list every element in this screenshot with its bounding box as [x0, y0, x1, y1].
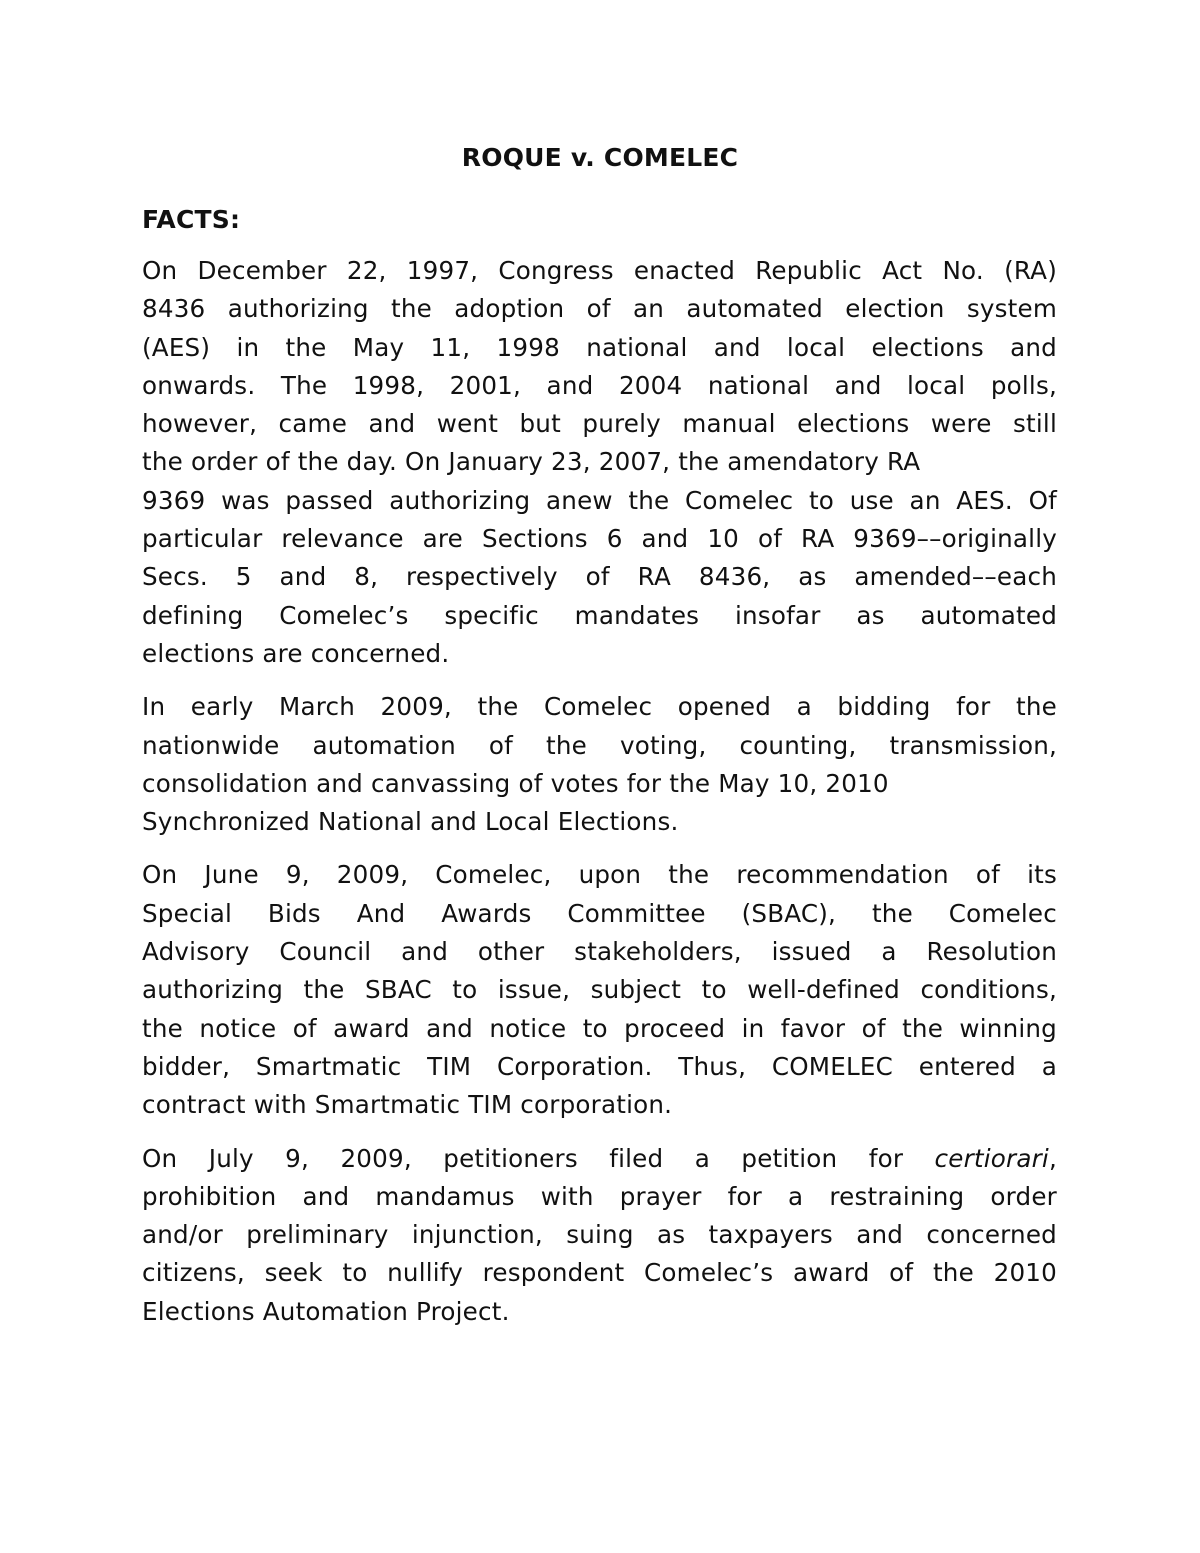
text-line: consolidation and canvassing of votes for the May 10, 2010	[142, 768, 889, 798]
text-line: elections are concerned.	[142, 638, 450, 668]
text-line: defining Comelec’s specific mandates insofar as automated	[142, 600, 1057, 630]
text-line: Advisory Council and other stakeholders, issued a Resolution	[142, 937, 1057, 967]
text-line	[142, 1140, 1057, 1178]
text-line: contract with Smartmatic TIM corporation.	[142, 1090, 673, 1120]
text-line: the notice of award and notice to proceed in favor of the winning	[142, 1013, 1057, 1043]
text-line: (AES) in the May 11, 1998 national and local elections and	[142, 332, 1057, 362]
text-line: 9369 was passed authorizing anew the Comelec to use an AES. Of	[142, 485, 1057, 515]
paragraph-3	[142, 856, 1057, 1124]
text-line: Secs. 5 and 8, respectively of RA 8436, as amended––each	[142, 562, 1057, 592]
facts-heading: FACTS:	[142, 205, 241, 234]
text-line: onwards. The 1998, 2001, and 2004 national and local polls,	[142, 370, 1057, 400]
text-line: particular relevance are Sections 6 and 10 of RA 9369––originally	[142, 524, 1057, 554]
text-line: On December 22, 1997, Congress enacted Republic Act No. (RA)	[142, 256, 1057, 285]
paragraph-4	[142, 1140, 1057, 1331]
text-line: Elections Automation Project.	[142, 1296, 510, 1326]
text-line: bidder, Smartmatic TIM Corporation. Thus, COMELEC entered a	[142, 1051, 1057, 1081]
italic-term: certiorari	[934, 1143, 1049, 1173]
text-line: Synchronized National and Local Elections.	[142, 807, 679, 837]
text-line: authorizing the SBAC to issue, subject to well-defined conditions,	[142, 975, 1057, 1005]
text-line: In early March 2009, the Comelec opened a bidding for the	[142, 692, 1057, 722]
text-line: and/or preliminary injunction, suing as taxpayers and concerned	[142, 1220, 1057, 1250]
text-line: prohibition and mandamus with prayer for a restraining order	[142, 1181, 1057, 1211]
paragraph-1	[142, 252, 1057, 673]
paragraph-2	[142, 688, 1057, 841]
text-run: On July 9, 2009, petitioners filed a petition for	[142, 1143, 935, 1173]
text-line: On June 9, 2009, Comelec, upon the recommendation of its	[142, 860, 1057, 890]
text-line: however, came and went but purely manual elections were still	[142, 409, 1057, 439]
document-title: ROQUE v. COMELEC	[461, 143, 739, 172]
facts-body	[142, 252, 1057, 1346]
text-line: citizens, seek to nullify respondent Comelec’s award of the 2010	[142, 1258, 1057, 1288]
text-line: Special Bids And Awards Committee (SBAC), the Comelec	[142, 898, 1057, 928]
text-line: nationwide automation of the voting, counting, transmission,	[142, 730, 1057, 760]
text-line: the order of the day. On January 23, 2007, the amendatory RA	[142, 447, 921, 477]
text-run: ,	[1048, 1143, 1057, 1173]
text-line: 8436 authorizing the adoption of an automated election system	[142, 294, 1057, 324]
